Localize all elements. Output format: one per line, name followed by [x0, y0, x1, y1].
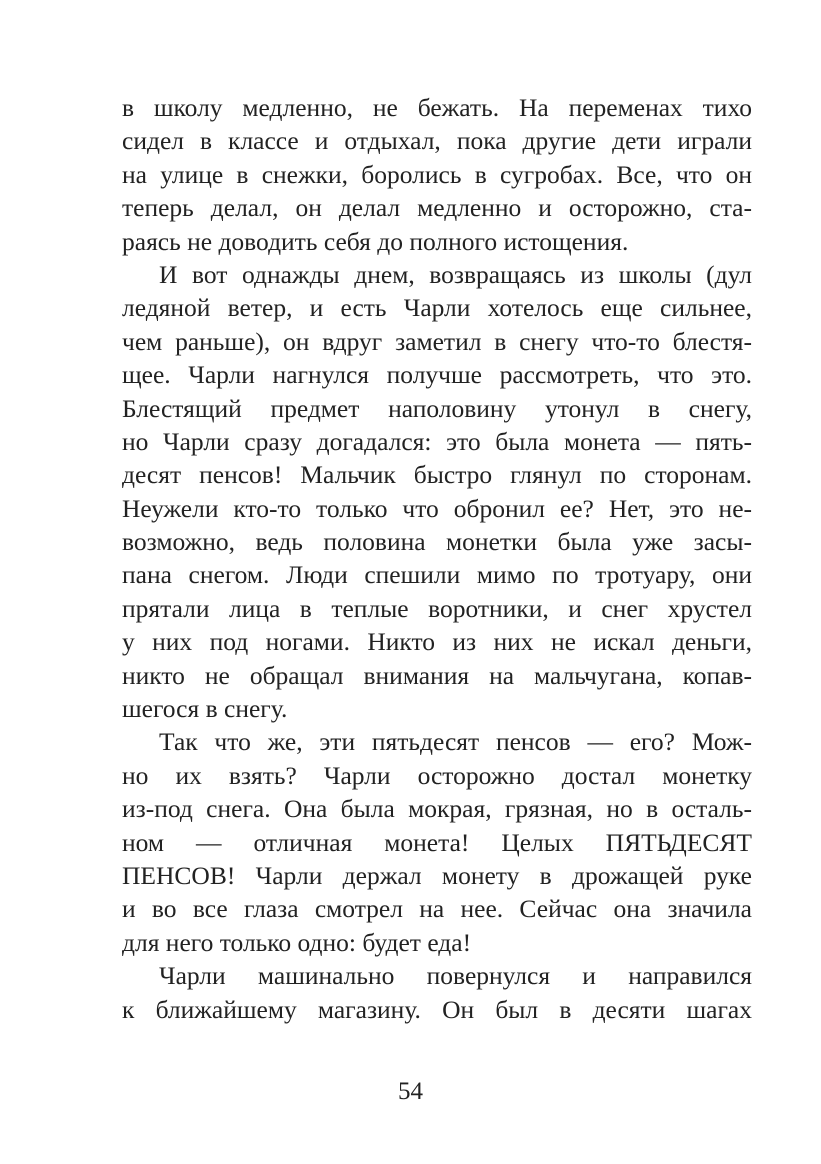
text-line: к ближайшему магазину. Он был в десяти шагах — [122, 994, 752, 1024]
text-line: щее. Чарли нагнулся получше рассмотреть, что это. — [122, 360, 752, 390]
page-number: 54 — [398, 1078, 423, 1105]
text-line: чем раньше), он вдруг заметил в снегу что-то блестя- — [122, 326, 752, 356]
text-line: Чарли машинально повернулся и направился — [159, 961, 752, 991]
text-line: шегося в снегу. — [122, 694, 288, 724]
text-line: Так что же, эти пятьдесят пенсов — его? Мож- — [159, 727, 752, 757]
text-line: никто не обращал внимания на мальчугана, копав- — [122, 660, 752, 690]
text-line: и во все глаза смотрел на нее. Сейчас она значила — [122, 894, 752, 924]
text-line: пана снегом. Люди спешили мимо по тротуару, они — [122, 560, 752, 590]
text-line: прятали лица в теплые воротники, и снег хрустел — [122, 593, 752, 623]
text-line: но их взять? Чарли осторожно достал монетку — [122, 760, 752, 790]
text-line: Неужели кто-то только что обронил ее? Нет, это не- — [122, 493, 752, 523]
text-line: раясь не доводить себя до полного истощения. — [122, 226, 629, 256]
text-line: ледяной ветер, и есть Чарли хотелось еще сильнее, — [122, 293, 752, 323]
body-text — [122, 91, 752, 1026]
text-line: ПЕНСОВ! Чарли держал монету в дрожащей руке — [122, 860, 752, 890]
text-line: теперь делал, он делал медленно и осторожно, ста- — [122, 193, 752, 223]
text-line: но Чарли сразу догадался: это была монета — пять- — [122, 426, 752, 456]
text-line: у них под ногами. Никто из них не искал деньги, — [122, 627, 752, 657]
text-line: десят пенсов! Мальчик быстро глянул по сторонам. — [122, 460, 752, 490]
text-line: на улице в снежки, боролись в сугробах. Все, что он — [122, 159, 752, 189]
text-line: сидел в классе и отдыхал, пока другие дети играли — [122, 126, 752, 156]
text-line: для него только одно: будет еда! — [122, 927, 472, 957]
text-line: в школу медленно, не бежать. На переменах тихо — [122, 93, 752, 122]
text-line: возможно, ведь половина монетки была уже засы- — [122, 527, 752, 557]
text-line: И вот однажды днем, возвращаясь из школы (дул — [159, 259, 752, 289]
text-line: ном — отличная монета! Целых ПЯТЬДЕСЯТ — [122, 827, 752, 857]
text-line: из-под снега. Она была мокрая, грязная, но в осталь- — [122, 794, 752, 824]
text-line: Блестящий предмет наполовину утонул в снегу, — [122, 393, 752, 423]
